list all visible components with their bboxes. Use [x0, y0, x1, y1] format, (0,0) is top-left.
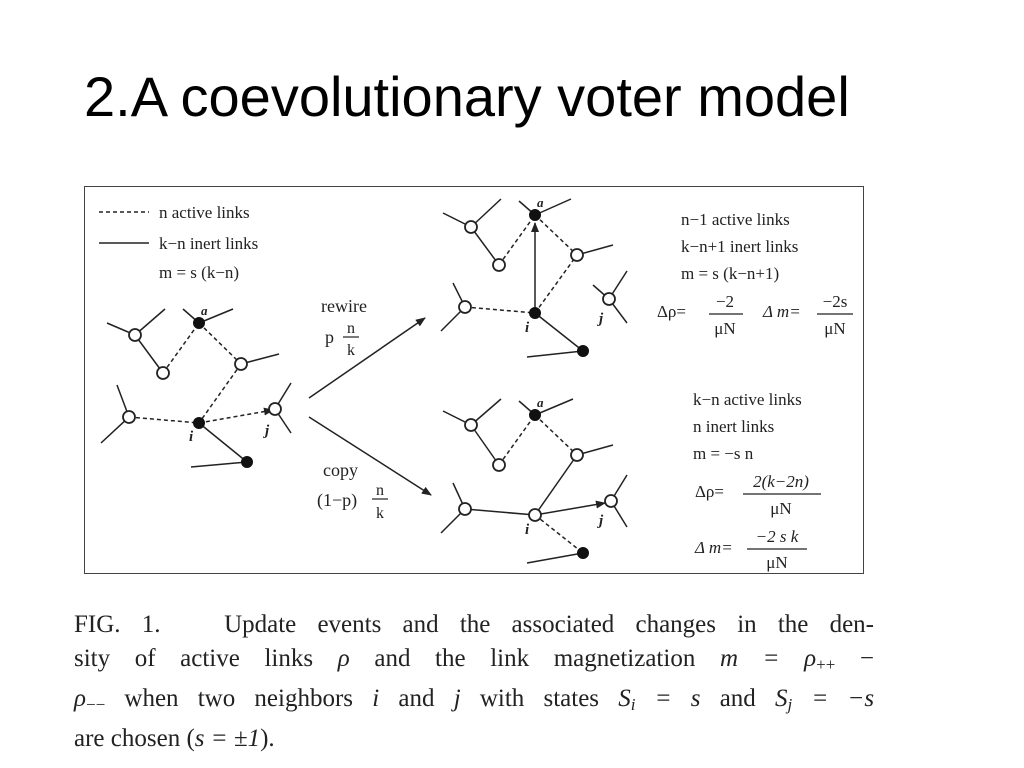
caption-math: − [859, 645, 875, 672]
caption-line-3 [74, 682, 874, 722]
caption-text: and [719, 685, 756, 712]
caption-math: j [453, 685, 461, 712]
top-line-active: n−1 active links [681, 210, 790, 229]
legend-magnetization: m = s (k−n) [159, 263, 240, 282]
bottom-dm-label: Δ m= [695, 538, 733, 557]
copy-label: copy [323, 460, 358, 480]
caption-math: ++ [816, 655, 836, 674]
bottom-drho-numerator: 2(k−2n) [753, 472, 809, 491]
caption-math: = s [654, 685, 701, 712]
top-line-inert: k−n+1 inert links [681, 237, 799, 256]
caption-text: with states [479, 685, 600, 712]
caption-math: s = ±1 [194, 725, 261, 752]
caption-math: ρ [337, 645, 350, 672]
top-node-j-label: j [599, 311, 604, 327]
copy-result-network [441, 395, 627, 563]
figure-caption [74, 608, 874, 756]
top-line-magnetization: m = s (k−n+1) [681, 264, 780, 283]
rewire-label: rewire [321, 296, 367, 316]
bottom-line-active: k−n active links [693, 390, 802, 409]
slide-title: 2.A coevolutionary voter model [84, 65, 850, 128]
top-node-i-label: i [525, 320, 530, 336]
bottom-dm-numerator: −2 s k [755, 527, 799, 546]
legend [99, 203, 258, 282]
left-node-j-label: j [265, 423, 270, 439]
caption-math: m = ρ [719, 645, 817, 672]
top-drho-label: Δρ= [657, 302, 687, 321]
caption-figure-label: FIG. 1. [74, 611, 161, 638]
initial-network [101, 303, 291, 468]
bottom-line-magnetization: m = −s n [693, 444, 754, 463]
copy-label-group [317, 460, 388, 522]
caption-math: S [775, 685, 788, 712]
top-drho-numerator: −2 [715, 292, 735, 311]
caption-text: and [398, 685, 435, 712]
bottom-dm-denominator: μN [766, 553, 788, 572]
legend-dashed-label: n active links [159, 203, 250, 222]
top-dm-label: Δ m= [763, 302, 801, 321]
bottom-node-a-label: a [537, 395, 544, 410]
top-drho-denominator: μN [714, 319, 736, 338]
caption-math: −− [86, 695, 106, 714]
rewire-result-network [441, 195, 627, 357]
caption-math: = −s [811, 685, 875, 712]
caption-text: sity of active links [74, 645, 314, 672]
rewire-label-group [321, 296, 367, 359]
left-node-i-label: i [189, 429, 194, 445]
copy-frac-num: n [376, 482, 384, 499]
copy-frac-den: k [376, 505, 384, 522]
bottom-node-i-label: i [525, 522, 530, 538]
caption-line-2 [74, 642, 874, 682]
network-diagram [85, 187, 865, 575]
bottom-drho-label: Δρ= [695, 482, 725, 501]
caption-line-4 [74, 722, 874, 756]
top-node-a-label: a [537, 195, 544, 210]
bottom-drho-denominator: μN [770, 499, 792, 518]
copied-link-arrow [535, 503, 605, 515]
caption-math: S [618, 685, 631, 712]
left-active-link-i-j [199, 410, 273, 423]
rewire-prob: p [325, 327, 334, 347]
top-dm-numerator: −2s [822, 292, 848, 311]
left-node-a-label: a [201, 303, 208, 318]
bottom-line-inert: n inert links [693, 417, 775, 436]
legend-solid-label: k−n inert links [159, 234, 259, 253]
rewire-frac-den: k [347, 342, 355, 359]
caption-text: and the link magnetization [374, 645, 696, 672]
caption-line-1 [74, 608, 874, 642]
caption-text: are chosen ( [74, 725, 195, 752]
caption-math: ρ [74, 685, 86, 712]
caption-text: when two neighbors [124, 685, 354, 712]
copy-result-annotation [693, 390, 821, 572]
copy-arrow [309, 417, 431, 495]
caption-text: Update events and the associated changes in the den- [224, 611, 874, 638]
copy-prob: (1−p) [317, 490, 358, 510]
bottom-node-j-label: j [599, 513, 604, 529]
rewire-result-annotation [657, 210, 853, 338]
caption-math: i [372, 685, 380, 712]
rewire-frac-num: n [347, 320, 355, 337]
figure-panel [84, 186, 864, 574]
caption-math: i [630, 695, 636, 714]
caption-text: ). [260, 725, 275, 752]
caption-math: j [787, 695, 793, 714]
top-dm-denominator: μN [824, 319, 846, 338]
